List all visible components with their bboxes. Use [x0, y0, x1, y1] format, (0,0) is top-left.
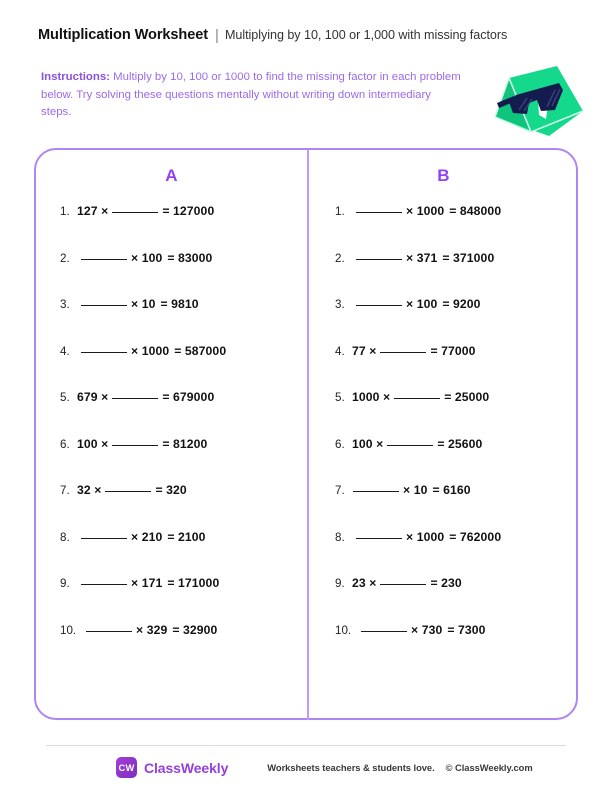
- expression-right: = 762000: [449, 529, 502, 544]
- problem-number: 3.: [335, 298, 345, 311]
- column-b: [309, 150, 578, 718]
- problem-expression: [77, 204, 214, 218]
- problem-b-7: [335, 483, 570, 530]
- answer-blank[interactable]: [356, 212, 402, 213]
- problem-a-7: [60, 483, 299, 530]
- instructions-text: Multiply by 10, 100 or 1000 to find the missing factor in each problem below. Try solving these questions mentally without writing down intermediary steps.: [41, 71, 461, 119]
- expression-left: × 730: [411, 622, 443, 637]
- expression-left: × 171: [131, 576, 163, 590]
- answer-blank[interactable]: [81, 305, 127, 306]
- problem-expression: [352, 390, 489, 404]
- answer-blank[interactable]: [112, 445, 158, 446]
- expression-left: 77 ×: [352, 343, 377, 358]
- expression-right: = 371000: [442, 250, 495, 265]
- answer-blank[interactable]: [387, 445, 433, 446]
- classweekly-wordmark: ClassWeekly: [144, 759, 229, 776]
- expression-right: = 32900: [172, 622, 218, 637]
- problem-a-5: [60, 390, 299, 437]
- expression-left: 100 ×: [77, 436, 109, 451]
- expression-left: 1000 ×: [352, 390, 391, 404]
- instructions-label: Instructions:: [41, 71, 110, 83]
- expression-right: = 9810: [160, 297, 199, 311]
- problem-expression: [77, 251, 212, 265]
- expression-right: = 848000: [449, 204, 502, 218]
- problem-expression: [352, 297, 481, 311]
- problem-expression: [352, 344, 476, 358]
- problem-number: 7.: [60, 484, 70, 497]
- expression-right: = 679000: [162, 390, 215, 404]
- problem-number: 5.: [60, 391, 70, 404]
- expression-right: = 83000: [167, 250, 213, 265]
- expression-left: × 329: [136, 622, 168, 637]
- problem-expression: [352, 251, 494, 265]
- problem-expression: [77, 390, 214, 404]
- problem-expression: [77, 483, 187, 497]
- expression-left: × 210: [131, 529, 163, 544]
- problem-number: 2.: [60, 251, 70, 265]
- problem-a-1: [60, 204, 299, 251]
- problem-a-3: [60, 297, 299, 344]
- problem-b-5: [335, 390, 570, 437]
- classweekly-logo-icon: CW: [116, 757, 137, 778]
- problem-a-8: [60, 530, 299, 577]
- problem-a-10: [60, 623, 299, 670]
- expression-right: = 2100: [167, 529, 206, 544]
- page-title: Multiplication Worksheet: [38, 27, 209, 43]
- problem-a-6: [60, 437, 299, 484]
- problem-number: 6.: [60, 437, 70, 451]
- problem-number: 10.: [335, 623, 352, 637]
- expression-right: = 171000: [167, 576, 220, 590]
- answer-blank[interactable]: [394, 398, 440, 399]
- expression-left: × 10: [403, 483, 428, 497]
- problem-expression: [77, 344, 226, 358]
- problem-number: 3.: [60, 298, 70, 311]
- problem-a-2: [60, 251, 299, 298]
- expression-left: 127 ×: [77, 204, 109, 218]
- problem-expression: [77, 297, 199, 311]
- answer-blank[interactable]: [356, 259, 402, 260]
- answer-blank[interactable]: [105, 491, 151, 492]
- problem-b-8: [335, 530, 570, 577]
- title-separator: |: [215, 27, 219, 44]
- expression-right: = 320: [155, 483, 187, 497]
- column-a-problem-list: [36, 204, 307, 669]
- sunglasses-illustration: [483, 62, 587, 140]
- problem-b-9: [335, 576, 570, 623]
- problem-expression: [357, 623, 486, 637]
- problem-number: 2.: [335, 251, 345, 265]
- problem-expression: [352, 204, 501, 218]
- answer-blank[interactable]: [380, 584, 426, 585]
- expression-right: = 25000: [444, 390, 490, 404]
- expression-right: = 587000: [174, 343, 227, 358]
- problem-number: 9.: [335, 577, 345, 590]
- problem-b-2: [335, 251, 570, 298]
- problem-expression: [77, 576, 219, 590]
- expression-left: × 10: [131, 297, 156, 311]
- problem-expression: [352, 483, 471, 497]
- column-b-problem-list: [309, 204, 578, 669]
- footer-tagline: Worksheets teachers & students love.: [267, 762, 435, 773]
- problem-number: 5.: [335, 391, 345, 404]
- problem-number: 1.: [335, 205, 345, 218]
- footer-divider: [46, 745, 566, 746]
- expression-left: 23 ×: [352, 576, 377, 590]
- problem-b-10: [335, 623, 570, 670]
- problem-expression: [77, 530, 206, 544]
- problem-a-9: [60, 576, 299, 623]
- expression-right: = 6160: [432, 483, 471, 497]
- problem-expression: [77, 437, 207, 451]
- footer: [116, 757, 533, 778]
- answer-blank[interactable]: [81, 538, 127, 539]
- column-b-heading: B: [437, 166, 450, 185]
- expression-right: = 127000: [162, 204, 215, 218]
- problems-card: [34, 148, 578, 720]
- expression-right: = 77000: [430, 343, 476, 358]
- expression-left: 100 ×: [352, 436, 384, 451]
- problem-number: 8.: [335, 530, 345, 544]
- problem-number: 6.: [335, 437, 345, 451]
- problem-expression: [352, 576, 462, 590]
- problem-expression: [352, 530, 501, 544]
- expression-right: = 230: [430, 576, 462, 590]
- answer-blank[interactable]: [81, 584, 127, 585]
- expression-left: 32 ×: [77, 483, 102, 497]
- expression-right: = 25600: [437, 436, 483, 451]
- problem-b-6: [335, 437, 570, 484]
- answer-blank[interactable]: [86, 631, 132, 632]
- column-a: [36, 150, 307, 718]
- expression-right: = 7300: [447, 622, 486, 637]
- expression-left: × 371: [406, 250, 438, 265]
- answer-blank[interactable]: [112, 398, 158, 399]
- answer-blank[interactable]: [380, 352, 426, 353]
- expression-left: × 100: [406, 297, 438, 311]
- column-a-heading: A: [165, 166, 178, 185]
- problem-number: 4.: [335, 344, 345, 358]
- page-subtitle: Multiplying by 10, 100 or 1,000 with missing factors: [224, 28, 508, 42]
- answer-blank[interactable]: [356, 305, 402, 306]
- sunglasses-icon: [483, 62, 587, 140]
- problem-b-3: [335, 297, 570, 344]
- problem-number: 8.: [60, 530, 70, 544]
- expression-left: × 1000: [131, 343, 170, 358]
- expression-right: = 9200: [442, 297, 481, 311]
- instructions-block: [41, 69, 461, 122]
- page-header: [38, 26, 578, 43]
- expression-right: = 81200: [162, 436, 208, 451]
- problem-b-4: [335, 344, 570, 391]
- problem-b-1: [335, 204, 570, 251]
- problem-number: 1.: [60, 205, 70, 218]
- problem-expression: [352, 437, 482, 451]
- expression-left: × 1000: [406, 529, 445, 544]
- problem-expression: [82, 623, 217, 637]
- expression-left: × 1000: [406, 204, 445, 218]
- answer-blank[interactable]: [112, 212, 158, 213]
- problem-number: 7.: [335, 484, 345, 497]
- answer-blank[interactable]: [81, 259, 127, 260]
- answer-blank[interactable]: [361, 631, 407, 632]
- expression-left: × 100: [131, 250, 163, 265]
- problem-number: 10.: [60, 623, 77, 637]
- expression-left: 679 ×: [77, 390, 109, 404]
- answer-blank[interactable]: [81, 352, 127, 353]
- answer-blank[interactable]: [356, 538, 402, 539]
- problem-number: 4.: [60, 344, 70, 358]
- answer-blank[interactable]: [353, 491, 399, 492]
- problem-a-4: [60, 344, 299, 391]
- problem-number: 9.: [60, 577, 70, 590]
- footer-copyright: © ClassWeekly.com: [445, 762, 533, 773]
